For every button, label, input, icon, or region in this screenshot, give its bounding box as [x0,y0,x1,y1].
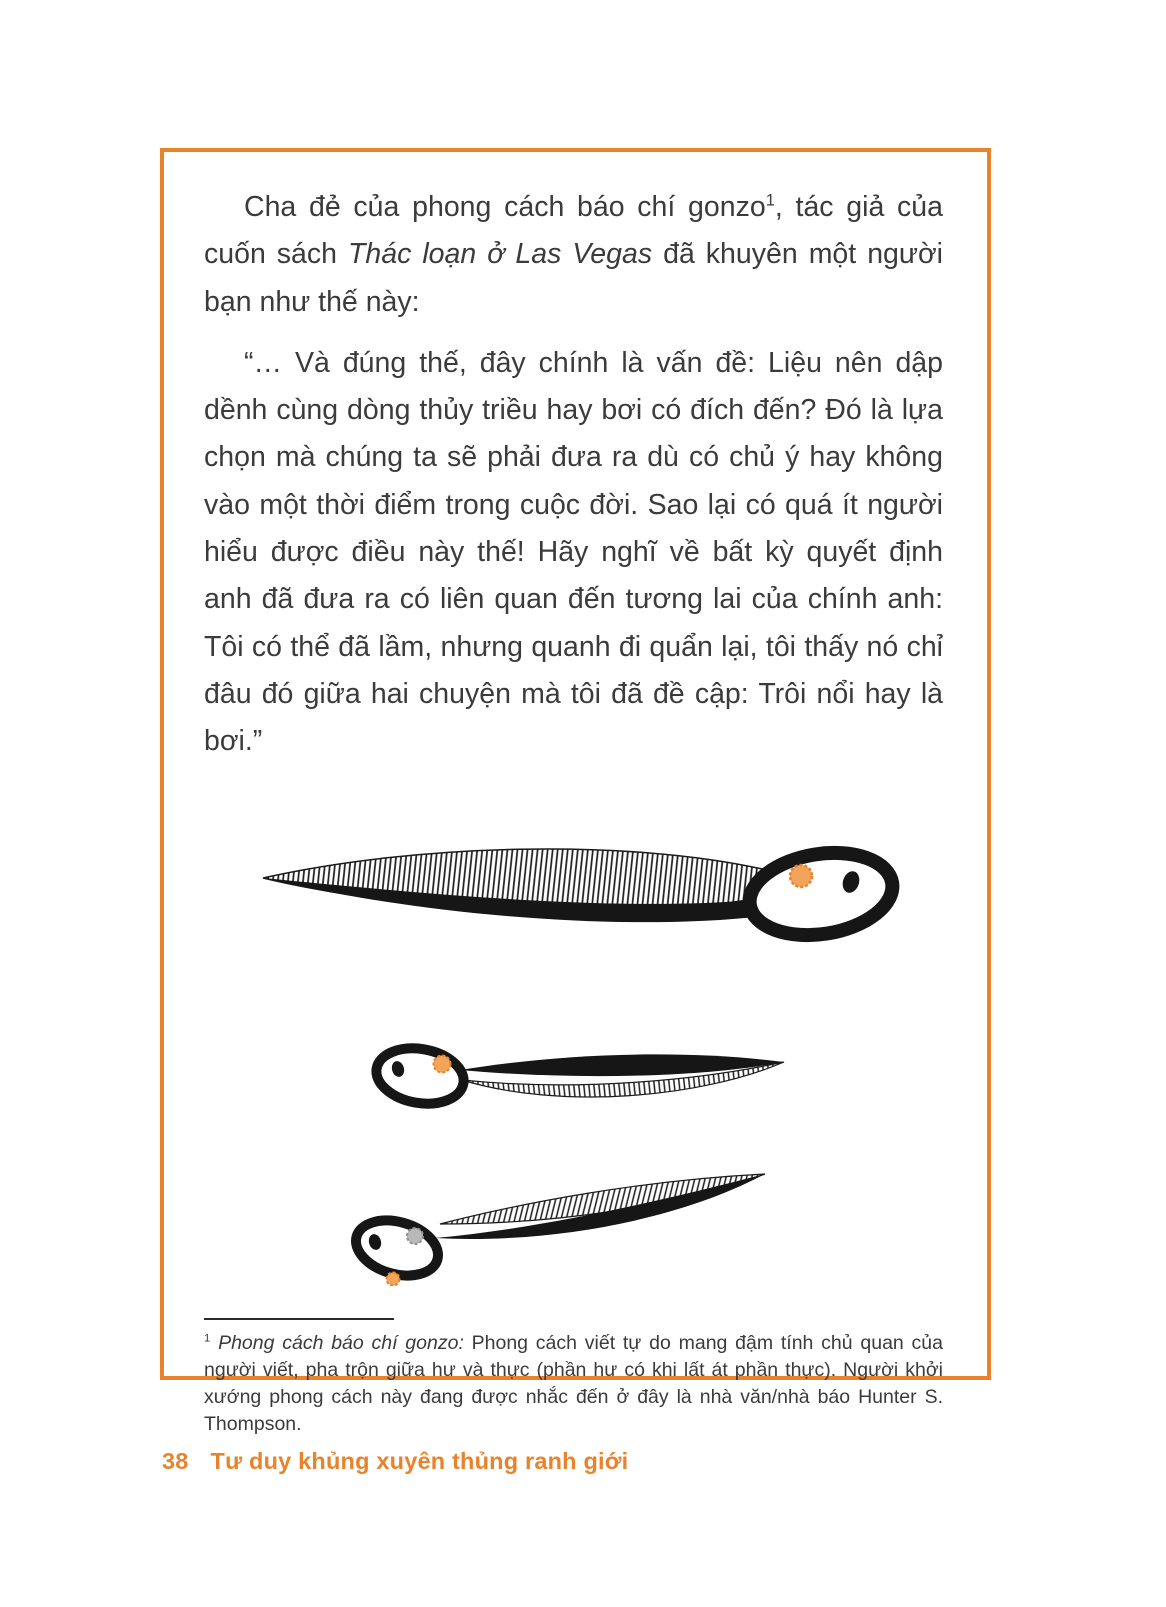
book-title-italic: Thác loạn ở Las Vegas [347,238,653,271]
eel-large-illustration [255,836,900,956]
intro-text-c: đã khuyên một người bạn như thế này: [204,238,943,318]
page-footer [162,1448,628,1475]
footnote-marker: 1 [765,190,775,210]
running-book-title: Tư duy khủng xuyên thủng ranh giới [210,1448,629,1474]
orange-drop [387,1272,400,1285]
paragraph-intro [204,184,943,326]
gray-spot [407,1228,423,1244]
eel-small-illustration [345,1166,770,1286]
orange-spot [434,1055,451,1072]
intro-text-b: , tác giả của cuốn sách [204,191,943,271]
page-number: 38 [162,1448,189,1474]
intro-text-a: Cha đẻ của phong cách báo chí gonzo [244,191,766,223]
content-frame [160,148,991,1436]
orange-spot [790,865,812,887]
eel-illustrations [204,766,943,1318]
footnote-term-italic: Phong cách báo chí gonzo: [218,1331,464,1354]
footnote-divider [204,1318,394,1320]
footnote-text: Phong cách viết tự do mang đậm tính chủ quan của người viết, pha trộn giữa hư và thực (phần hư có khi lất át phần thực). Người khởi xướng phong cách này đang được nhắc đến ở đây là nhà văn/nhà báo Hunter S. Thompson. [204,1331,943,1436]
paragraph-quote: “… Và đúng thế, đây chính là vấn đề: Liệu nên dập dềnh cùng dòng thủy triều hay bơi có đích đến? Đó là lựa chọn mà chúng ta sẽ phải đưa ra dù có chủ ý hay không vào một thời điểm trong cuộc đời. Sao lại có quá ít người hiểu được điều này thế! Hãy nghĩ về bất kỳ quyết định anh đã đưa ra có liên quan đến tương lai của chính anh: Tôi có thể đã lầm, nhưng quanh đi quẩn lại, tôi thấy nó chỉ đâu đó giữa hai chuyện mà tôi đã đề cập: Trôi nổi hay là bơi.” [204,346,943,758]
eel-medium-illustration [370,1036,790,1116]
footnote [204,1330,943,1439]
footnote-number: 1 [204,1332,211,1345]
